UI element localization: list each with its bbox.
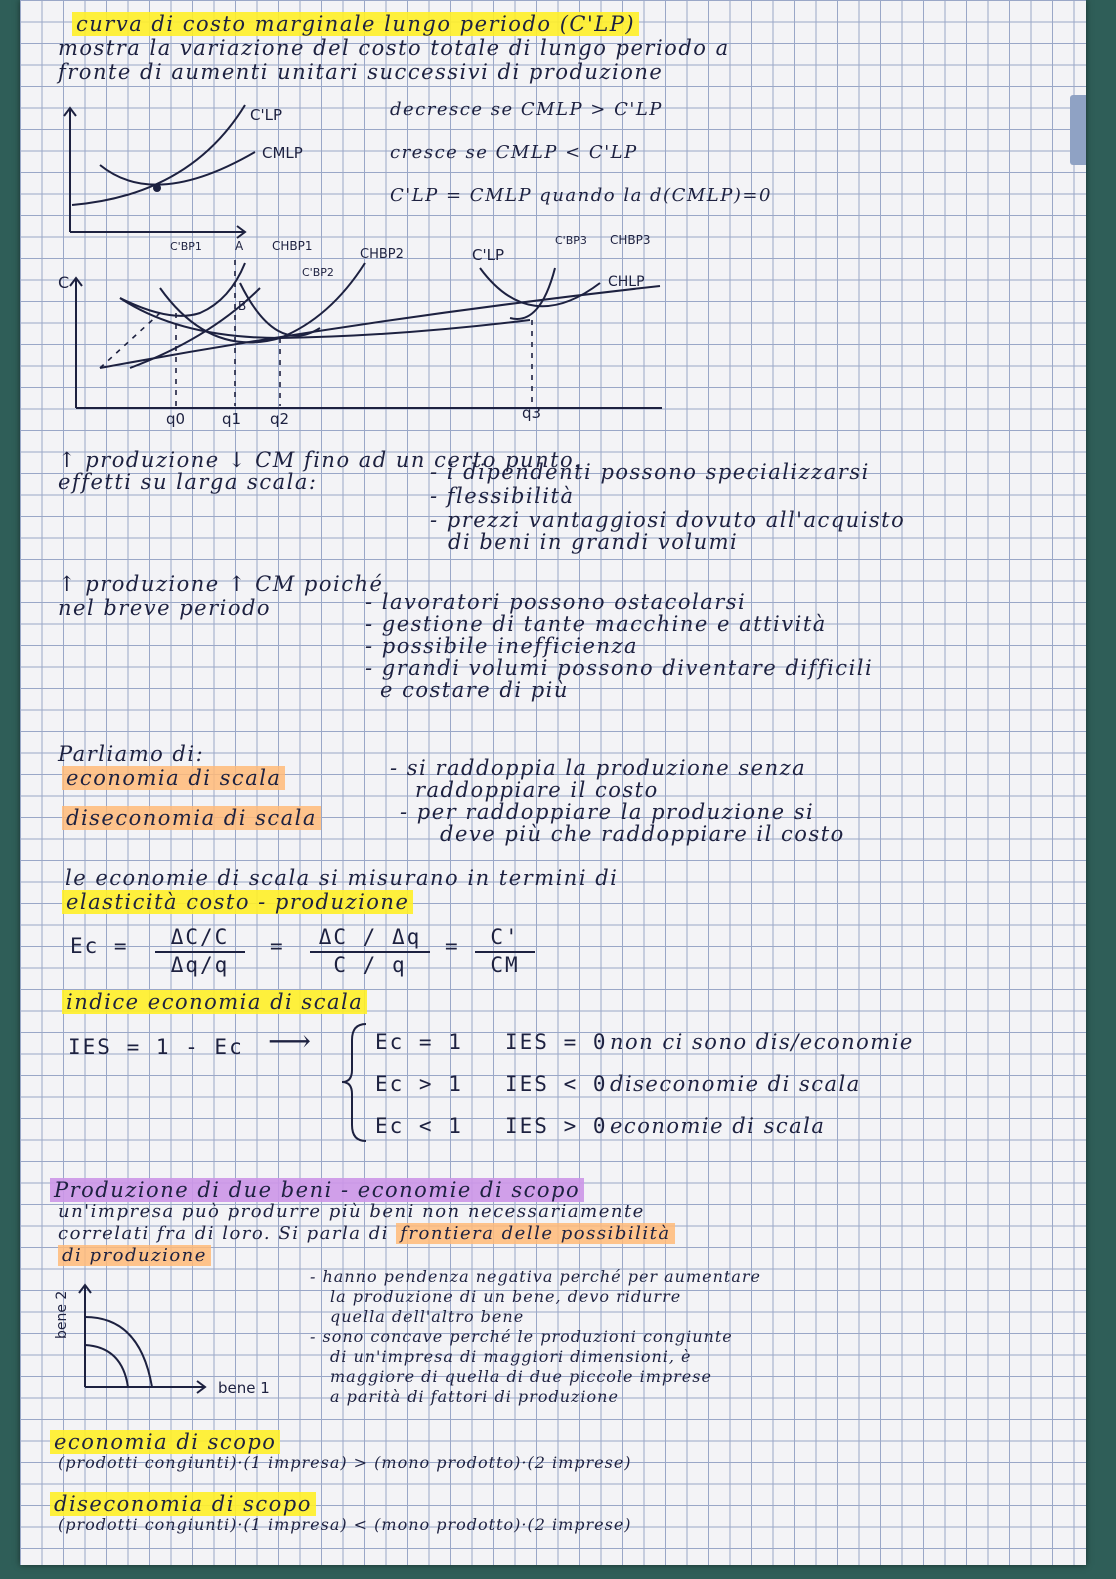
term-indice-economia: indice economia di scala [62, 990, 367, 1014]
list-item: - sono concave perché le produzioni congiunte [310, 1327, 733, 1346]
cost-curves-graph-1 [50, 100, 370, 240]
text-line: (prodotti congiunti)·(1 impresa) > (mono prodotto)·(2 imprese) [58, 1453, 632, 1472]
text-line: un'impresa può produrre più beni non necessariamente [58, 1201, 645, 1222]
definition: - si raddoppia la produzione senza [390, 756, 807, 780]
rule-increasing: cresce se CMLP < C'LP [390, 142, 638, 163]
tick-q1: q1 [222, 410, 242, 428]
curve-label-clp: C'LP [472, 246, 504, 264]
axis-label-bene-2: bene 2 [54, 1290, 70, 1339]
list-item: - prezzi vantaggiosi dovuto all'acquisto [430, 508, 906, 532]
term-economia-di-scala: economia di scala [62, 766, 285, 790]
notebook-page [20, 0, 1086, 1565]
brace-icon [340, 1020, 370, 1145]
rule-equal: C'LP = CMLP quando la d(CMLP)=0 [390, 185, 772, 206]
case-meaning: economie di scala [610, 1114, 826, 1138]
text-line: mostra la variazione del costo totale di lungo periodo a [58, 36, 730, 60]
formula-lhs: Ec = [70, 934, 129, 958]
case-condition: Ec = 1 [375, 1030, 463, 1054]
text-line: (prodotti congiunti)·(1 impresa) < (mono prodotto)·(2 imprese) [58, 1515, 632, 1534]
term-diseconomia-di-scopo: diseconomia di scopo [50, 1492, 316, 1516]
case-condition: Ec < 1 [375, 1114, 463, 1138]
term-economia-di-scopo: economia di scopo [50, 1430, 280, 1454]
text-line: nel breve periodo [58, 596, 272, 620]
axis-label-bene-1: bene 1 [218, 1379, 270, 1397]
tick-q2: q2 [270, 410, 290, 428]
list-item: di un'impresa di maggiori dimensioni, è [330, 1347, 692, 1366]
case-ies: IES < 0 [505, 1072, 608, 1096]
cost-curves-graph-2 [40, 228, 680, 428]
case-meaning: non ci sono dis/economie [610, 1030, 914, 1054]
curve-label-chbp2: CHBP2 [360, 247, 404, 262]
definition: - per raddoppiare la produzione si [400, 800, 815, 824]
list-item: - i dipendenti possono specializzarsi [430, 460, 870, 484]
text-line: effetti su larga scala: [58, 470, 318, 494]
text-line: Parliamo di: [58, 742, 205, 766]
formula-fraction-3: C' CM [475, 925, 535, 977]
text-line: di produzione [58, 1246, 211, 1266]
curve-label-cbp1: C'BP1 [170, 240, 202, 253]
axis-label-c: C [58, 273, 70, 292]
text-line: ↑ produzione ↑ CM poiché [58, 572, 384, 596]
curve-label-chbp3: CHBP3 [610, 233, 651, 247]
formula-fraction-1: ΔC/C Δq/q [155, 925, 245, 977]
term-elasticita: elasticità costo - produzione [62, 890, 413, 914]
list-item: - hanno pendenza negativa perché per aumentare [310, 1267, 762, 1286]
curve-label-cmlp: CMLP [262, 144, 303, 162]
arrow-icon: ⟶ [268, 1024, 313, 1059]
case-condition: Ec > 1 [375, 1072, 463, 1096]
section-title: Produzione di due beni - economie di scopo [50, 1178, 584, 1202]
list-item: la produzione di un bene, devo ridurre [330, 1287, 682, 1306]
text-line: fronte di aumenti unitari successivi di produzione [58, 60, 664, 84]
list-item: di beni in grandi volumi [448, 530, 739, 554]
text-line: ↑ produzione ↓ CM fino ad un certo punto. [58, 448, 582, 472]
point-label-b: B [238, 299, 247, 313]
list-item: - flessibilità [430, 484, 575, 508]
tick-q3: q3 [522, 404, 542, 422]
point-label-a: A [235, 239, 244, 253]
definition: raddoppiare il costo [415, 778, 659, 802]
formula-equals: = [270, 934, 285, 958]
tick-q0: q0 [166, 410, 186, 428]
case-ies: IES > 0 [505, 1114, 608, 1138]
list-item: - gestione di tante macchine e attività [365, 612, 827, 636]
list-item: a parità di fattori di produzione [330, 1387, 619, 1406]
text-line: correlati fra di loro. Si parla di frontiera delle possibilità [58, 1224, 675, 1244]
curve-label-chlp: CHLP [608, 274, 645, 290]
curve-label-cbp3: C'BP3 [555, 234, 587, 247]
definition: deve più che raddoppiare il costo [440, 822, 845, 846]
curve-label-cbp2: C'BP2 [302, 266, 334, 279]
formula-fraction-2: ΔC / Δq C / q [310, 925, 430, 977]
text-line: le economie di scala si misurano in termini di [65, 866, 619, 890]
curve-label-clp: C'LP [250, 106, 282, 124]
rule-decreasing: decresce se CMLP > C'LP [390, 99, 663, 120]
formula-equals: = [445, 934, 460, 958]
production-frontier-graph [40, 1275, 300, 1405]
list-item: e costare di più [380, 678, 569, 702]
list-item: - lavoratori possono ostacolarsi [365, 590, 747, 614]
list-item: quella dell'altro bene [330, 1307, 525, 1326]
case-meaning: diseconomie di scala [610, 1072, 861, 1096]
page-tab [1070, 95, 1086, 165]
list-item: maggiore di quella di due piccole imprese [330, 1367, 712, 1386]
list-item: - grandi volumi possono diventare difficili [365, 656, 874, 680]
ies-formula: IES = 1 - Ec [68, 1035, 244, 1059]
case-ies: IES = 0 [505, 1030, 608, 1054]
list-item: - possibile inefficienza [365, 634, 639, 658]
curve-label-chbp1: CHBP1 [272, 239, 313, 253]
term-diseconomia-di-scala: diseconomia di scala [62, 806, 321, 830]
section-title: curva di costo marginale lungo periodo (C'LP) [72, 12, 639, 36]
